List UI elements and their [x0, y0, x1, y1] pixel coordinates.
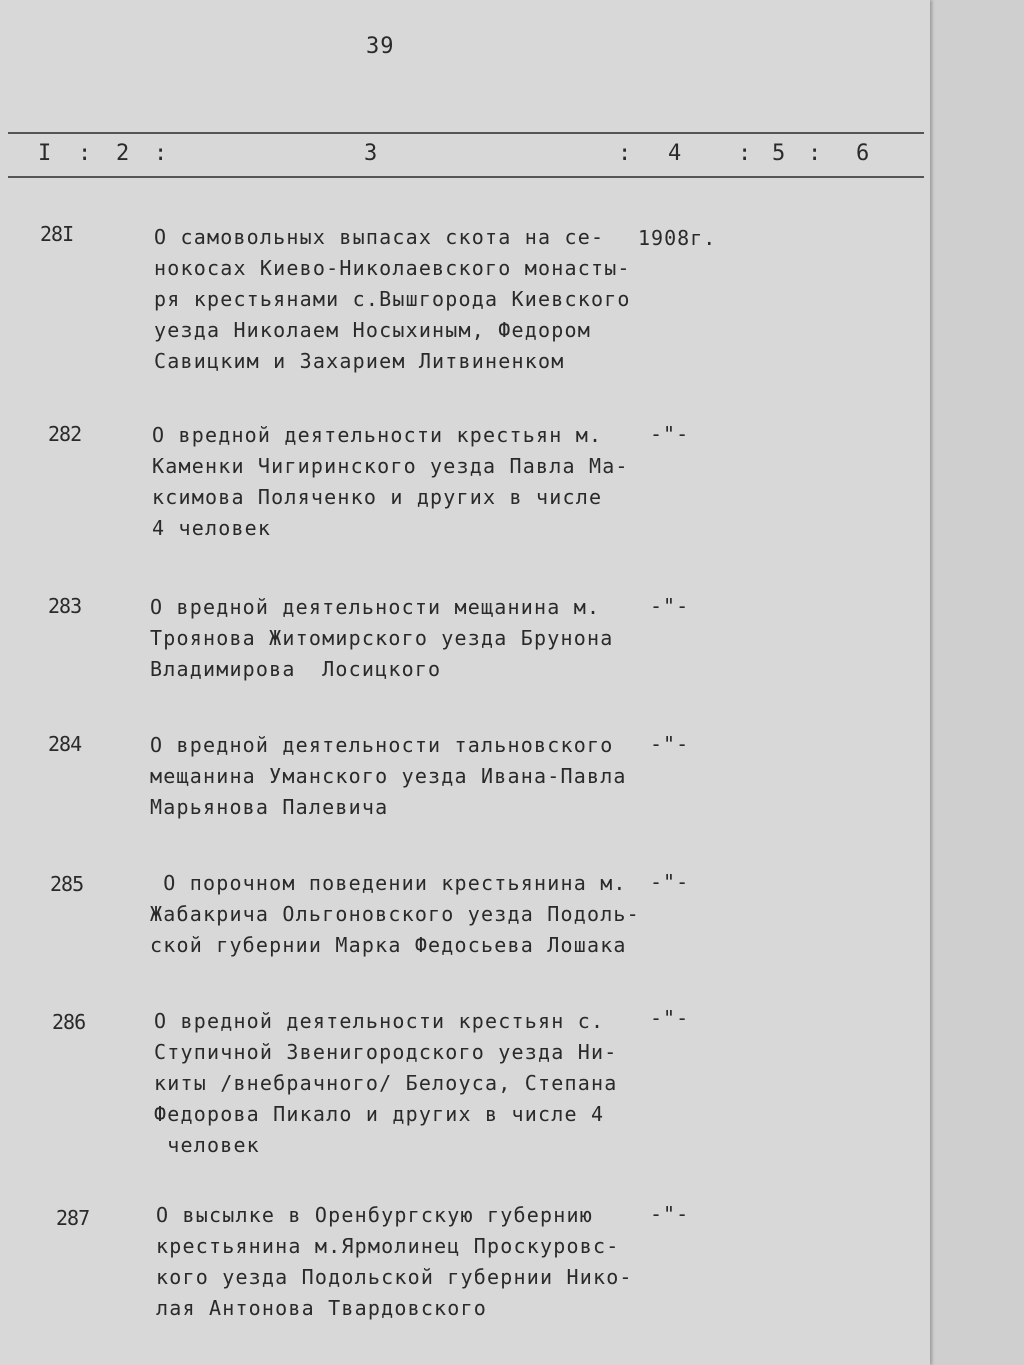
column-header-6: 6: [856, 141, 872, 166]
entry-date: -"-: [650, 422, 690, 446]
entry-date: -"-: [650, 732, 690, 756]
entry-line: О вредной деятельности крестьян с.: [154, 1009, 605, 1033]
column-separator: :: [618, 141, 634, 166]
entry-line: Савицким и Захарием Литвиненком: [154, 349, 565, 373]
column-header-5: 5: [772, 141, 788, 166]
entry-number: 282: [48, 422, 82, 446]
entry-number: 28I: [40, 222, 74, 246]
entry-date: -"-: [650, 870, 690, 894]
header-bottom-rule: [8, 176, 924, 178]
column-header-4: 4: [668, 141, 684, 166]
page-number: 39: [366, 34, 395, 59]
entry-number: 285: [50, 872, 84, 896]
column-header-3: 3: [364, 141, 380, 166]
entry-line: О самовольных выпасах скота на се-: [154, 225, 605, 249]
entry-line: О высылке в Оренбургскую губернию: [156, 1203, 593, 1227]
header-top-rule: [8, 132, 924, 134]
entry-number: 284: [48, 732, 82, 756]
entry-description: [156, 1200, 656, 1324]
entry-line: ря крестьянами с.Вышгорода Киевского: [154, 287, 631, 311]
entry-line: Ступичной Звенигородского уезда Ни-: [154, 1040, 618, 1064]
entry-description: [154, 1006, 654, 1161]
entry-date: -"-: [650, 594, 690, 618]
entry-line: 4 человек: [152, 516, 272, 540]
entry-line: лая Антонова Твардовского: [156, 1296, 488, 1320]
entry-line: О порочном поведении крестьянина м.: [150, 871, 627, 895]
column-separator: :: [738, 141, 754, 166]
entry-number: 283: [48, 594, 82, 618]
entry-line: Жабакрича Ольгоновского уезда Подоль-: [150, 902, 640, 926]
entry-line: ксимова Поляченко и других в числе: [152, 485, 603, 509]
entry-line: О вредной деятельности крестьян м.: [152, 423, 603, 447]
entry-number: 286: [52, 1010, 86, 1034]
column-separator: :: [78, 141, 94, 166]
entry-line: Владимирова Лосицкого: [150, 657, 442, 681]
entry-description: [150, 592, 650, 685]
entry-line: мещанина Уманского уезда Ивана-Павла: [150, 764, 627, 788]
column-separator: :: [154, 141, 170, 166]
entry-line: О вредной деятельности тальновского: [150, 733, 614, 757]
entry-line: человек: [154, 1133, 260, 1157]
entry-description: [154, 222, 654, 377]
entry-date: 1908г.: [638, 226, 717, 250]
entry-description: [152, 420, 652, 544]
entry-line: ской губернии Марка Федосьева Лошака: [150, 933, 627, 957]
entry-line: Каменки Чигиринского уезда Павла Ма-: [152, 454, 629, 478]
entry-line: Марьянова Палевича: [150, 795, 389, 819]
entry-line: Федорова Пикало и других в числе 4: [154, 1102, 605, 1126]
entry-number: 287: [56, 1206, 90, 1230]
entry-description: [150, 868, 650, 961]
entry-line: О вредной деятельности мещанина м.: [150, 595, 601, 619]
entry-line: кого уезда Подольской губернии Нико-: [156, 1265, 633, 1289]
entry-line: уезда Николаем Носыхиным, Федором: [154, 318, 591, 342]
entry-line: нокосах Киево-Николаевского монасты-: [154, 256, 631, 280]
entry-date: -"-: [650, 1006, 690, 1030]
entry-description: [150, 730, 650, 823]
column-header-1: I: [38, 141, 54, 166]
column-header-2: 2: [116, 141, 132, 166]
entry-line: крестьянина м.Ярмолинец Проскуровс-: [156, 1234, 620, 1258]
entry-line: киты /внебрачного/ Белоуса, Степана: [154, 1071, 618, 1095]
entry-line: Троянова Житомирского уезда Брунона: [150, 626, 614, 650]
entry-date: -"-: [650, 1202, 690, 1226]
column-separator: :: [808, 141, 824, 166]
